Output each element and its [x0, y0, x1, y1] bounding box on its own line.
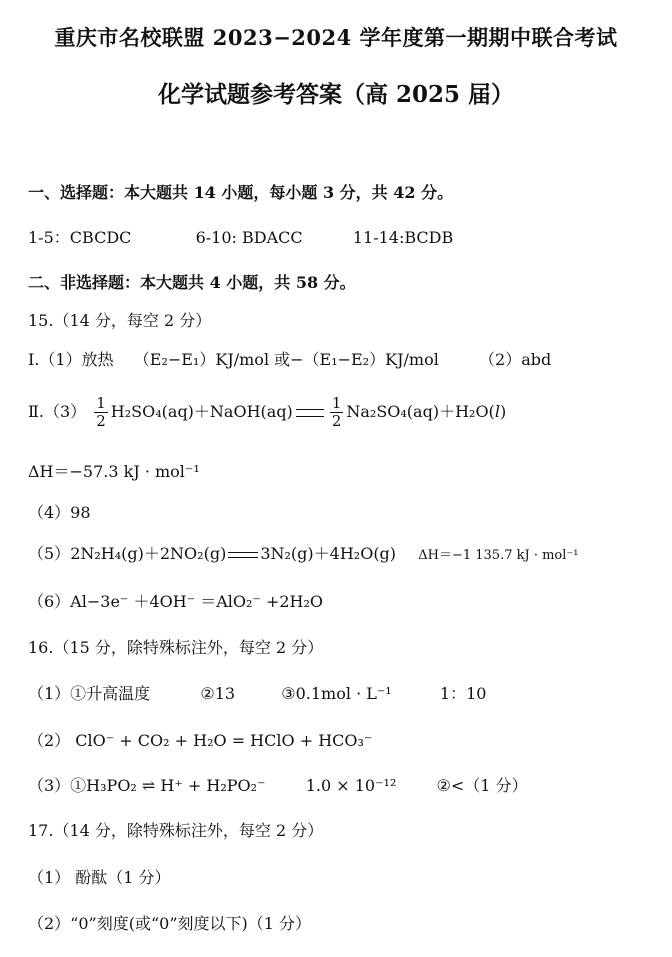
q15-heading: 15.（14 分，每空 2 分）	[28, 311, 212, 330]
q17-2-answer: （2）“0”刻度(或“0”刻度以下)（1 分）	[28, 914, 312, 933]
answers-11-14-label: 11-14:	[352, 228, 405, 247]
part1-heading: 一、选择题：本大题共 14 小题，每小题 3 分，共 42 分。	[28, 183, 454, 202]
choice-answers-row	[28, 228, 453, 248]
q15-3-label: Ⅱ.（3）	[28, 402, 87, 421]
q17-heading: 17.（14 分，除特殊标注外，每空 2 分）	[28, 821, 324, 840]
q16-3-c: ②<（1 分）	[436, 776, 528, 795]
q15-3-enthalpy: ΔH＝−57.3 kJ · mol⁻¹	[28, 462, 200, 481]
answers-6-10: BDACC	[242, 228, 303, 247]
answers-11-14: BCDB	[404, 228, 454, 247]
q15-part1-row	[28, 350, 551, 370]
equation-right: Na₂SO₄(aq)＋H₂O(	[346, 402, 495, 421]
fraction-numerator-right: 1	[331, 394, 342, 412]
q16-1-b: ②13	[200, 684, 236, 703]
q15-1-answer: （E₂−E₁）KJ/mol 或−（E₁−E₂）KJ/mol	[133, 350, 439, 369]
q16-3-row	[28, 776, 528, 796]
fraction-numerator: 1	[96, 394, 106, 412]
q16-1-c: ③0.1mol · L⁻¹	[281, 684, 392, 703]
exam-title: 重庆市名校联盟 2023−2024 学年度第一期期中联合考试	[54, 25, 618, 50]
answers-6-10-label: 6-10:	[195, 228, 237, 247]
double-equals-sign-2	[228, 552, 258, 558]
fraction-denominator-right: 2	[331, 412, 342, 430]
answers-1-5-label: 1-5：	[28, 228, 70, 247]
liquid-state: l	[494, 402, 500, 421]
q15-5-left: 2N₂H₄(g)＋2NO₂(g)	[70, 544, 227, 563]
fraction-denominator: 2	[96, 412, 106, 430]
equation-left: H₂SO₄(aq)＋NaOH(aq)	[110, 402, 293, 421]
q15-5-right: 3N₂(g)＋4H₂O(g)	[260, 544, 397, 563]
part2-heading: 二、非选择题：本大题共 4 小题，共 58 分。	[28, 273, 356, 292]
q16-3-a: （3）①H₃PO₂ ⇌ H⁺ + H₂PO₂⁻	[28, 776, 266, 795]
q16-1-row	[28, 684, 486, 704]
q16-heading: 16.（15 分，除特殊标注外，每空 2 分）	[28, 638, 324, 657]
fraction-half-right	[330, 395, 344, 430]
q16-1-d: 1：10	[439, 684, 487, 703]
q15-2-answer: （2）abd	[479, 350, 552, 369]
q17-1-answer: （1） 酚酞（1 分）	[28, 868, 171, 887]
q15-5-row	[28, 544, 578, 566]
answer-key-title: 化学试题参考答案（高 2025 届）	[157, 81, 515, 108]
q15-3-equation	[28, 392, 506, 432]
fraction-half	[94, 395, 108, 430]
q16-3-b: 1.0 × 10⁻¹²	[305, 776, 397, 795]
q15-4-answer: （4）98	[28, 503, 91, 522]
q16-1-a: （1）①升高温度	[28, 684, 151, 703]
double-equals-sign	[296, 409, 324, 417]
q15-5-label: （5）	[28, 544, 71, 563]
answers-1-5: CBCDC	[69, 228, 132, 247]
q15-1-label: Ⅰ.（1）放热	[28, 350, 114, 369]
q15-5-enthalpy: ΔH＝−1 135.7 kJ · mol⁻¹	[418, 548, 579, 563]
equation-right-close: )	[499, 402, 507, 421]
q15-6-answer: （6）Al−3e⁻ ＋4OH⁻ ＝AlO₂⁻ +2H₂O	[28, 592, 324, 611]
q16-2-answer: （2） ClO⁻ + CO₂ + H₂O = HClO + HCO₃⁻	[28, 731, 373, 750]
